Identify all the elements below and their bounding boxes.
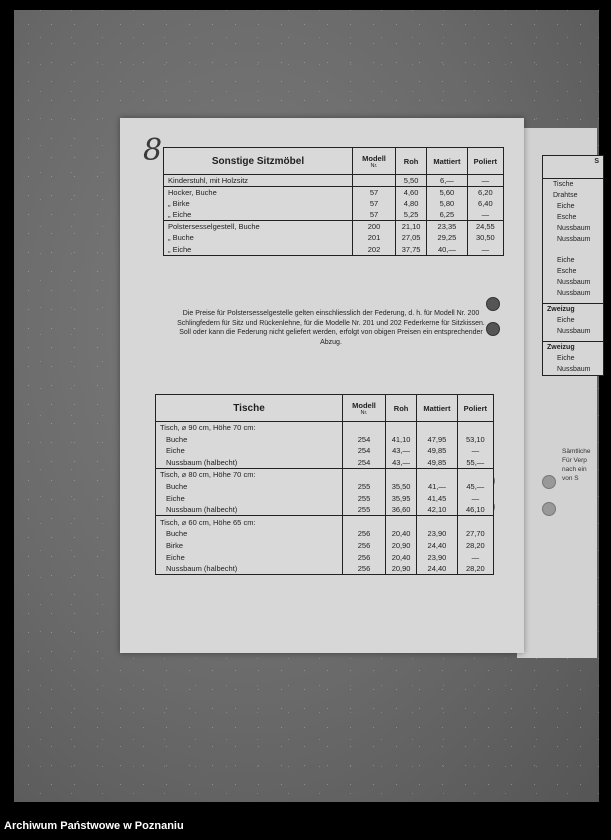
cell-mattiert	[417, 469, 458, 481]
cell-modell	[343, 469, 386, 481]
table-row	[156, 469, 494, 481]
cell-modell: 256	[343, 551, 386, 563]
side-lines	[543, 179, 603, 299]
table-row	[156, 445, 494, 457]
cell-mattiert: 47,95	[417, 433, 458, 445]
table-title: Sonstige Sitzmöbel	[164, 148, 353, 175]
table-header-row	[164, 148, 504, 175]
cell-modell: 256	[343, 563, 386, 575]
cell-poliert: —	[457, 445, 493, 457]
punch-hole	[542, 475, 556, 489]
archive-caption: Archiwum Państwowe w Poznaniu	[4, 820, 184, 832]
cell-mattiert: 49,85	[417, 457, 458, 469]
cell-mattiert: 6,—	[427, 175, 468, 187]
side-title: S	[543, 156, 603, 179]
cell-label: Buche	[156, 433, 343, 445]
side-line: Eiche	[557, 317, 575, 324]
side-line: Nussbaum	[557, 366, 591, 373]
cell-mattiert: 6,25	[427, 209, 468, 221]
side-line: Eiche	[557, 203, 575, 210]
table-row	[156, 528, 494, 540]
cell-modell: 254	[343, 445, 386, 457]
cell-roh: 41,10	[386, 433, 417, 445]
cell-roh: 43,—	[386, 457, 417, 469]
roh-header: Roh	[396, 148, 427, 175]
cell-modell: 256	[343, 539, 386, 551]
side-line: Nussbaum	[557, 328, 591, 335]
table-row	[156, 480, 494, 492]
side-note	[562, 447, 591, 483]
table-row	[156, 457, 494, 469]
side-note-line: von S	[562, 475, 579, 482]
table-row	[164, 198, 504, 210]
modell-sub: Nr.	[360, 409, 368, 416]
side-note-line: Für Verp	[562, 457, 587, 464]
cell-roh: 27,05	[396, 232, 427, 244]
cell-poliert: —	[457, 551, 493, 563]
cell-roh: 5,50	[396, 175, 427, 187]
cell-roh: 37,75	[396, 244, 427, 256]
cell-poliert: 45,—	[457, 480, 493, 492]
cell-label: Tisch, ⌀ 60 cm, Höhe 65 cm:	[156, 516, 343, 528]
cell-mattiert: 5,80	[427, 198, 468, 210]
side-line: Nussbaum	[557, 225, 591, 232]
cell-modell	[343, 516, 386, 528]
cell-roh	[386, 469, 417, 481]
cell-mattiert	[417, 516, 458, 528]
table-row	[164, 221, 504, 233]
cell-label: Nussbaum (halbecht)	[156, 457, 343, 469]
cell-roh: 20,90	[386, 539, 417, 551]
cell-label: Eiche	[156, 551, 343, 563]
cell-mattiert: 5,60	[427, 186, 468, 198]
side-line: Nussbaum	[557, 279, 591, 286]
table-header-row	[156, 395, 494, 422]
cell-label: Tisch, ⌀ 90 cm, Höhe 70 cm:	[156, 422, 343, 434]
cell-label: Buche	[156, 528, 343, 540]
punch-hole	[486, 322, 500, 336]
cell-modell: 255	[343, 480, 386, 492]
cell-roh: 35,95	[386, 492, 417, 504]
cell-poliert: —	[457, 492, 493, 504]
cell-roh: 20,40	[386, 528, 417, 540]
cell-mattiert: 24,40	[417, 563, 458, 575]
cell-label: Polstersesselgestell, Buche	[164, 221, 353, 233]
table-row	[164, 209, 504, 221]
side-line: Drahtse	[553, 192, 578, 199]
cell-poliert: —	[467, 244, 503, 256]
cell-mattiert: 23,90	[417, 528, 458, 540]
cell-label: Kinderstuhl, mit Holzsitz	[164, 175, 353, 187]
cell-label: Hocker, Buche	[164, 186, 353, 198]
cell-modell: 255	[343, 504, 386, 516]
side-line: Eiche	[557, 257, 575, 264]
table-row	[156, 504, 494, 516]
table-row	[156, 516, 494, 528]
cell-poliert: 30,50	[467, 232, 503, 244]
cell-label: „ Birke	[164, 198, 353, 210]
table-tische	[155, 394, 494, 575]
cell-modell: 57	[353, 209, 396, 221]
cell-modell	[353, 175, 396, 187]
cell-poliert: 6,40	[467, 198, 503, 210]
side-zweizug-1: Zweizug	[543, 303, 603, 315]
punch-hole	[486, 297, 500, 311]
table-row	[156, 492, 494, 504]
cell-roh: 4,60	[396, 186, 427, 198]
cell-poliert: 28,20	[457, 539, 493, 551]
cell-label: Eiche	[156, 445, 343, 457]
page-number: 8	[143, 133, 163, 168]
table-title: Tische	[156, 395, 343, 422]
cell-modell: 254	[343, 433, 386, 445]
cell-roh: 21,10	[396, 221, 427, 233]
cell-modell: 202	[353, 244, 396, 256]
cell-mattiert: 41,—	[417, 480, 458, 492]
cell-label: Eiche	[156, 492, 343, 504]
cell-modell: 256	[343, 528, 386, 540]
cell-label: „ Buche	[164, 232, 353, 244]
cell-mattiert: 24,40	[417, 539, 458, 551]
cell-poliert: 27,70	[457, 528, 493, 540]
side-line: Esche	[557, 268, 577, 275]
side-line: Nussbaum	[557, 290, 591, 297]
cell-mattiert: 29,25	[427, 232, 468, 244]
cell-mattiert: 40,—	[427, 244, 468, 256]
side-line: Tische	[553, 181, 574, 188]
punch-hole	[542, 502, 556, 516]
roh-header: Roh	[386, 395, 417, 422]
table-row	[164, 175, 504, 187]
table-row	[156, 422, 494, 434]
cell-modell: 200	[353, 221, 396, 233]
modell-sub: Nr.	[370, 162, 378, 169]
cell-label: Nussbaum (halbecht)	[156, 504, 343, 516]
cell-poliert: —	[467, 175, 503, 187]
cell-roh: 36,60	[386, 504, 417, 516]
cell-mattiert: 41,45	[417, 492, 458, 504]
cell-modell: 254	[343, 457, 386, 469]
table-row	[164, 186, 504, 198]
cell-poliert: 28,20	[457, 563, 493, 575]
cell-roh: 43,—	[386, 445, 417, 457]
table-row	[156, 563, 494, 575]
cell-roh: 5,25	[396, 209, 427, 221]
cell-poliert: 46,10	[457, 504, 493, 516]
cell-poliert: —	[467, 209, 503, 221]
table-row	[164, 244, 504, 256]
federung-note: Die Preise für Polstersesselgestelle gelten einschliesslich der Federung, d. h. für Modell Nr. 200 Schlingfedern für Sitz und Rückenlehne, für die Modelle Nr. 201 und 202 Federkerne für Sitzkissen. Soll oder kann die Federung nicht geliefert werden, erfolgt von obigen Preisen ein entsprechender Abzug.	[177, 310, 485, 346]
table-row	[156, 433, 494, 445]
cell-modell: 57	[353, 186, 396, 198]
cell-modell: 201	[353, 232, 396, 244]
cell-roh	[386, 516, 417, 528]
cell-poliert: 6,20	[467, 186, 503, 198]
modell-label: Modell	[362, 153, 386, 163]
cell-label: Nussbaum (halbecht)	[156, 563, 343, 575]
cell-roh: 4,80	[396, 198, 427, 210]
poliert-header: Poliert	[467, 148, 503, 175]
cell-mattiert	[417, 422, 458, 434]
cell-poliert	[457, 422, 493, 434]
cell-label: „ Eiche	[164, 244, 353, 256]
side-note-line: nach ein	[562, 466, 587, 473]
cell-poliert: 53,10	[457, 433, 493, 445]
cell-roh: 20,40	[386, 551, 417, 563]
archive-caption-bar	[0, 808, 611, 840]
cell-label: Buche	[156, 480, 343, 492]
cell-roh: 20,90	[386, 563, 417, 575]
cell-poliert	[457, 516, 493, 528]
cell-roh: 35,50	[386, 480, 417, 492]
cell-mattiert: 49,85	[417, 445, 458, 457]
cell-poliert: 55,—	[457, 457, 493, 469]
side-zweizug-2: Zweizug	[543, 341, 603, 353]
mattiert-header: Mattiert	[427, 148, 468, 175]
cell-mattiert: 23,90	[417, 551, 458, 563]
table-row	[156, 539, 494, 551]
cell-modell: 255	[343, 492, 386, 504]
cell-roh	[386, 422, 417, 434]
cell-modell	[343, 422, 386, 434]
cell-modell: 57	[353, 198, 396, 210]
side-line: Eiche	[557, 355, 575, 362]
mattiert-header: Mattiert	[417, 395, 458, 422]
side-note-line: Sämtliche	[562, 448, 591, 455]
adjacent-page-table	[542, 155, 604, 376]
poliert-header: Poliert	[457, 395, 493, 422]
cell-poliert	[457, 469, 493, 481]
cell-label: „ Eiche	[164, 209, 353, 221]
cell-label: Tisch, ⌀ 80 cm, Höhe 70 cm:	[156, 469, 343, 481]
side-line: Nussbaum	[557, 236, 591, 243]
table-row	[156, 551, 494, 563]
modell-header	[343, 395, 386, 422]
table-row	[164, 232, 504, 244]
cell-label: Birke	[156, 539, 343, 551]
side-line: Esche	[557, 214, 577, 221]
modell-header	[353, 148, 396, 175]
cell-mattiert: 42,10	[417, 504, 458, 516]
cell-mattiert: 23,35	[427, 221, 468, 233]
table-sitzmoebel	[163, 147, 504, 256]
cell-poliert: 24,55	[467, 221, 503, 233]
modell-label: Modell	[352, 400, 376, 410]
